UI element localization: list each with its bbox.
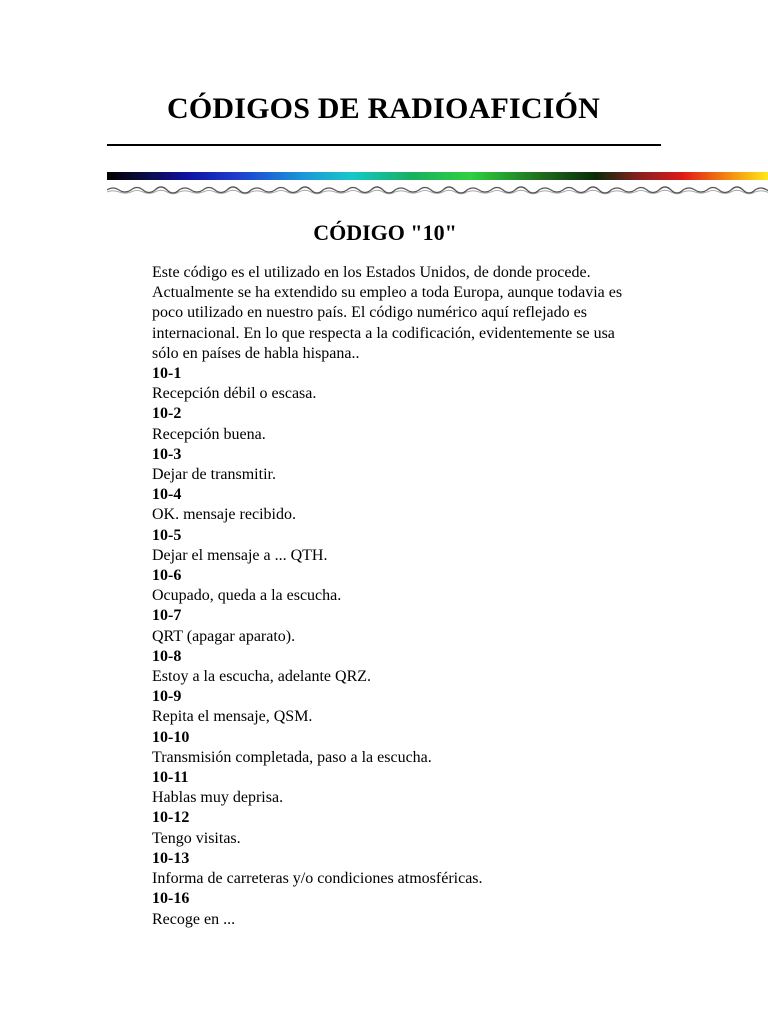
code-number: 10-2 bbox=[152, 405, 182, 423]
code-entry bbox=[152, 485, 672, 525]
title-underline-divider bbox=[107, 144, 661, 146]
code-meaning: QRT (apagar aparato). bbox=[152, 627, 296, 645]
intro-line: Este código es el utilizado en los Estados Unidos, de donde procede. bbox=[152, 264, 591, 281]
code-number: 10-16 bbox=[152, 890, 190, 908]
code-number: 10-9 bbox=[152, 688, 182, 706]
code-meaning: Dejar el mensaje a ... QTH. bbox=[152, 546, 328, 564]
code-meaning: Tengo visitas. bbox=[152, 829, 241, 847]
code-entry bbox=[152, 728, 672, 768]
code-number: 10-6 bbox=[152, 567, 182, 585]
code-entry bbox=[152, 647, 672, 687]
code-meaning: Recepción buena. bbox=[152, 425, 266, 443]
code-meaning: Recepción débil o escasa. bbox=[152, 385, 317, 403]
code-number: 10-5 bbox=[152, 526, 182, 544]
code-entry bbox=[152, 445, 672, 485]
wavy-line-divider bbox=[107, 180, 768, 202]
code-entry bbox=[152, 889, 672, 929]
code-entry bbox=[152, 526, 672, 566]
codes-list bbox=[152, 364, 672, 930]
code-entry bbox=[152, 687, 672, 727]
code-meaning: Transmisión completada, paso a la escucha. bbox=[152, 748, 432, 766]
code-number: 10-1 bbox=[152, 365, 182, 383]
code-entry bbox=[152, 808, 672, 848]
code-number: 10-12 bbox=[152, 809, 190, 827]
code-entry bbox=[152, 566, 672, 606]
page-title bbox=[0, 88, 768, 130]
code-number: 10-13 bbox=[152, 849, 190, 867]
intro-line: internacional. En lo que respecta a la codificación, evidentemente se usa bbox=[152, 324, 615, 342]
page-title-text: CÓDIGOS DE RADIOAFICIÓN bbox=[167, 92, 600, 125]
code-number: 10-11 bbox=[152, 769, 189, 787]
code-entry bbox=[152, 849, 672, 889]
code-meaning: Recoge en ... bbox=[152, 910, 236, 928]
code-meaning: Dejar de transmitir. bbox=[152, 466, 276, 484]
code-entry bbox=[152, 404, 672, 444]
code-number: 10-4 bbox=[152, 486, 182, 504]
code-number: 10-3 bbox=[152, 445, 182, 463]
intro-paragraph bbox=[152, 263, 672, 364]
intro-line: sólo en países de habla hispana.. bbox=[152, 344, 360, 362]
code-meaning: Repita el mensaje, QSM. bbox=[152, 708, 313, 726]
code-entry bbox=[152, 364, 672, 404]
code-number: 10-7 bbox=[152, 607, 182, 625]
intro-line: Actualmente se ha extendido su empleo a toda Europa, aunque todavia es bbox=[152, 284, 623, 302]
rainbow-divider-bar bbox=[107, 172, 768, 180]
code-meaning: Hablas muy deprisa. bbox=[152, 789, 284, 807]
document-body bbox=[152, 263, 672, 930]
section-title bbox=[0, 218, 768, 248]
code-meaning: Ocupado, queda a la escucha. bbox=[152, 587, 342, 605]
code-entry bbox=[152, 606, 672, 646]
wave-path bbox=[107, 187, 768, 193]
code-number: 10-10 bbox=[152, 728, 190, 746]
section-title-text: CÓDIGO "10" bbox=[313, 220, 457, 245]
intro-line: poco utilizado en nuestro país. El código numérico aquí reflejado es bbox=[152, 304, 587, 322]
code-meaning: Informa de carreteras y/o condiciones atmosféricas. bbox=[152, 870, 483, 888]
code-meaning: OK. mensaje recibido. bbox=[152, 506, 296, 524]
code-entry bbox=[152, 768, 672, 808]
code-number: 10-8 bbox=[152, 647, 182, 665]
code-meaning: Estoy a la escucha, adelante QRZ. bbox=[152, 668, 372, 686]
